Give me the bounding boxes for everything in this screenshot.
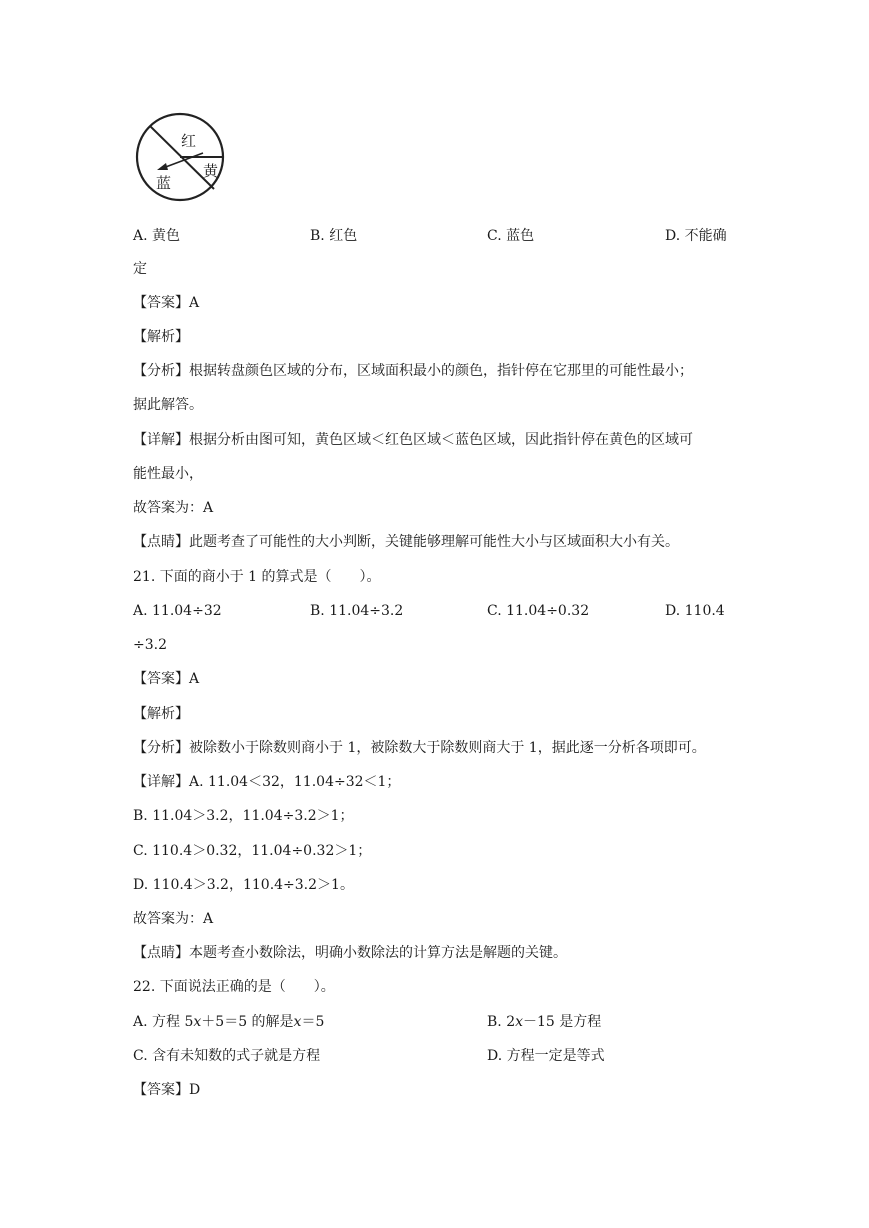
q22-option-a	[133, 1012, 324, 1032]
q21-detail-d: D. 110.4＞3.2，110.4÷3.2＞1。	[133, 877, 354, 893]
q21-option-b: B. 11.04÷3.2	[310, 603, 404, 619]
spinner-label-yellow: 黄	[203, 162, 219, 180]
q20-comment: 【点睛】此题考查了可能性的大小判断，关键能够理解可能性大小与区域面积大小有关。	[133, 534, 679, 550]
q22-option-b-post: －15 是方程	[523, 1014, 602, 1030]
q22-option-b-pre: B. 2	[487, 1014, 516, 1030]
spinner-pointer-arrowhead	[157, 163, 168, 170]
q21-detail-a: 【详解】A. 11.04＜32，11.04÷32＜1；	[133, 774, 401, 790]
q21-detail-b: B. 11.04＞3.2，11.04÷3.2＞1；	[133, 808, 354, 824]
q21-option-a: A. 11.04÷32	[133, 603, 222, 619]
spinner-pointer	[163, 153, 203, 168]
q20-option-d-continued: 定	[133, 261, 147, 277]
q20-option-d: D. 不能确	[665, 228, 727, 244]
q20-analysis-text: 【分析】根据转盘颜色区域的分布，区域面积最小的颜色，指针停在它那里的可能性最小；	[133, 363, 693, 379]
q22-option-b	[487, 1012, 601, 1032]
q22-stem: 22. 下面说法正确的是（ ）。	[133, 979, 335, 995]
q20-option-c: C. 蓝色	[487, 228, 535, 244]
q22-option-c: C. 含有未知数的式子就是方程	[133, 1048, 321, 1064]
q21-comment: 【点睛】本题考查小数除法，明确小数除法的计算方法是解题的关键。	[133, 945, 567, 961]
q22-answer: 【答案】D	[133, 1082, 201, 1098]
q22-option-a-pre: A. 方程 5	[133, 1014, 194, 1030]
q21-analysis-heading: 【解析】	[133, 706, 189, 722]
q22-option-a-mid: ＋5＝5 的解是	[201, 1014, 294, 1030]
q20-option-b: B. 红色	[310, 228, 358, 244]
q21-option-d: D. 110.4	[665, 603, 725, 619]
q20-detail-text: 【详解】根据分析由图可知，黄色区域＜红色区域＜蓝色区域，因此指针停在黄色的区域可	[133, 432, 693, 448]
q21-option-c: C. 11.04÷0.32	[487, 603, 590, 619]
spinner-label-red: 红	[181, 132, 197, 150]
q21-answer: 【答案】A	[133, 671, 200, 687]
q22-option-d: D. 方程一定是等式	[487, 1048, 605, 1064]
q21-detail-c: C. 110.4＞0.32，11.04÷0.32＞1；	[133, 843, 372, 859]
q22-option-a-var2: x	[293, 1014, 302, 1030]
q20-detail-text-cont: 能性最小，	[133, 466, 203, 482]
q20-analysis-text-cont: 据此解答。	[133, 397, 203, 413]
q21-final-answer: 故答案为：A	[133, 911, 214, 927]
q21-analysis-text: 【分析】被除数小于除数则商小于 1，被除数大于除数则商大于 1，据此逐一分析各项即可。	[133, 740, 706, 756]
q20-option-a: A. 黄色	[133, 228, 181, 244]
q20-final-answer: 故答案为：A	[133, 500, 214, 516]
q20-answer: 【答案】A	[133, 295, 200, 311]
q21-stem: 21. 下面的商小于 1 的算式是（ ）。	[133, 569, 381, 585]
spinner-figure	[133, 112, 228, 202]
q22-option-b-var: x	[515, 1014, 524, 1030]
q22-option-a-post: ＝5	[301, 1014, 325, 1030]
q20-analysis-heading: 【解析】	[133, 329, 189, 345]
spinner-label-blue: 蓝	[156, 174, 172, 192]
q21-option-d-continued: ÷3.2	[133, 637, 167, 653]
q22-option-a-var1: x	[193, 1014, 202, 1030]
